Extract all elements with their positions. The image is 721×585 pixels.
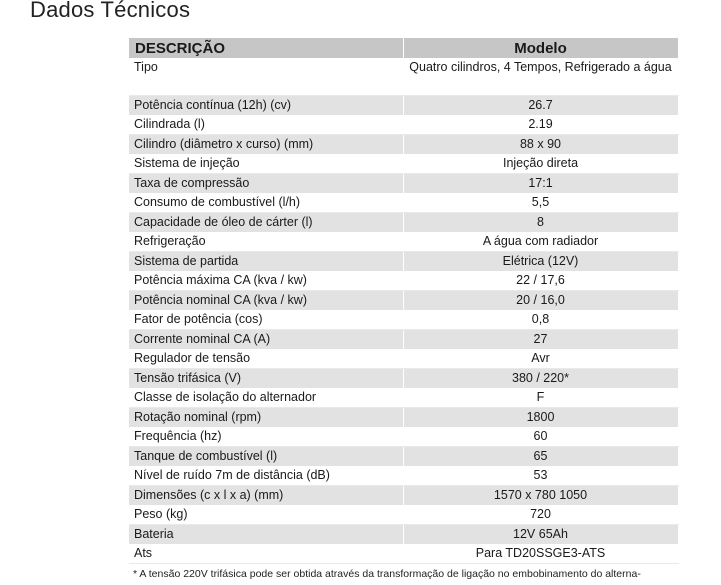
row-value: 60 <box>403 427 678 447</box>
row-value: 53 <box>403 466 678 486</box>
row-value: 8 <box>403 213 678 233</box>
row-label: Tanque de combustível (l) <box>129 447 403 467</box>
table-row <box>129 486 678 506</box>
table-header-row <box>129 38 678 58</box>
row-value: 720 <box>403 505 678 525</box>
footnote: * A tensão 220V trifásica pode ser obtida através da transformação de ligação no embobinamento do alterna- <box>133 568 641 580</box>
spec-table <box>129 38 679 564</box>
row-label: Refrigeração <box>129 232 403 252</box>
table-row <box>129 135 678 155</box>
row-value: A água com radiador <box>403 232 678 252</box>
row-value: 65 <box>403 447 678 467</box>
table-row <box>129 154 678 174</box>
row-label: Nível de ruído 7m de distância (dB) <box>129 466 403 486</box>
row-value: 1570 x 780 1050 <box>403 486 678 506</box>
table-row <box>129 505 678 525</box>
table-row <box>129 193 678 213</box>
row-label: Capacidade de óleo de cárter (l) <box>129 213 403 233</box>
row-value: 26.7 <box>403 96 678 116</box>
table-row <box>129 369 678 389</box>
table-row <box>129 310 678 330</box>
table-row <box>129 427 678 447</box>
page-title: Dados Técnicos <box>30 0 191 22</box>
table-row <box>129 330 678 350</box>
row-label: Frequência (hz) <box>129 427 403 447</box>
row-label: Cilindrada (l) <box>129 115 403 135</box>
row-label: Dimensões (c x l x a) (mm) <box>129 486 403 506</box>
row-label: Ats <box>129 544 403 564</box>
table-row <box>129 174 678 194</box>
row-value: 17:1 <box>403 174 678 194</box>
row-value: 1800 <box>403 408 678 428</box>
table-row <box>129 213 678 233</box>
row-label: Cilindro (diâmetro x curso) (mm) <box>129 135 403 155</box>
row-value: 2.19 <box>403 115 678 135</box>
table-row <box>129 271 678 291</box>
table-row <box>129 466 678 486</box>
row-label: Bateria <box>129 525 403 545</box>
row-label: Tipo <box>129 58 403 96</box>
row-value: Quatro cilindros, 4 Tempos, Refrigerado a água <box>403 58 678 96</box>
row-value: 22 / 17,6 <box>403 271 678 291</box>
table-row <box>129 544 678 564</box>
header-modelo: Modelo <box>403 38 678 58</box>
row-label: Classe de isolação do alternador <box>129 388 403 408</box>
table-row <box>129 291 678 311</box>
row-label: Regulador de tensão <box>129 349 403 369</box>
row-label: Potência nominal CA (kva / kw) <box>129 291 403 311</box>
row-value: Injeção direta <box>403 154 678 174</box>
table-row <box>129 252 678 272</box>
table-row <box>129 232 678 252</box>
row-label: Tensão trifásica (V) <box>129 369 403 389</box>
row-value: Elétrica (12V) <box>403 252 678 272</box>
row-value: 20 / 16,0 <box>403 291 678 311</box>
row-value: 5,5 <box>403 193 678 213</box>
table-row <box>129 58 678 96</box>
row-value: 380 / 220* <box>403 369 678 389</box>
row-label: Sistema de injeção <box>129 154 403 174</box>
row-label: Potência máxima CA (kva / kw) <box>129 271 403 291</box>
row-value: 88 x 90 <box>403 135 678 155</box>
spec-table-body <box>129 58 678 564</box>
row-label: Fator de potência (cos) <box>129 310 403 330</box>
table-row <box>129 96 678 116</box>
row-value: 0,8 <box>403 310 678 330</box>
row-label: Corrente nominal CA (A) <box>129 330 403 350</box>
row-label: Peso (kg) <box>129 505 403 525</box>
table-row <box>129 408 678 428</box>
row-value: Avr <box>403 349 678 369</box>
row-label: Sistema de partida <box>129 252 403 272</box>
row-label: Taxa de compressão <box>129 174 403 194</box>
row-label: Rotação nominal (rpm) <box>129 408 403 428</box>
table-row <box>129 349 678 369</box>
table-row <box>129 115 678 135</box>
row-value: 12V 65Ah <box>403 525 678 545</box>
header-descricao: DESCRIÇÃO <box>129 38 403 58</box>
table-row <box>129 447 678 467</box>
row-label: Consumo de combustível (l/h) <box>129 193 403 213</box>
table-row <box>129 525 678 545</box>
row-value: Para TD20SSGE3-ATS <box>403 544 678 564</box>
table-row <box>129 388 678 408</box>
row-value: 27 <box>403 330 678 350</box>
row-value: F <box>403 388 678 408</box>
row-label: Potência contínua (12h) (cv) <box>129 96 403 116</box>
